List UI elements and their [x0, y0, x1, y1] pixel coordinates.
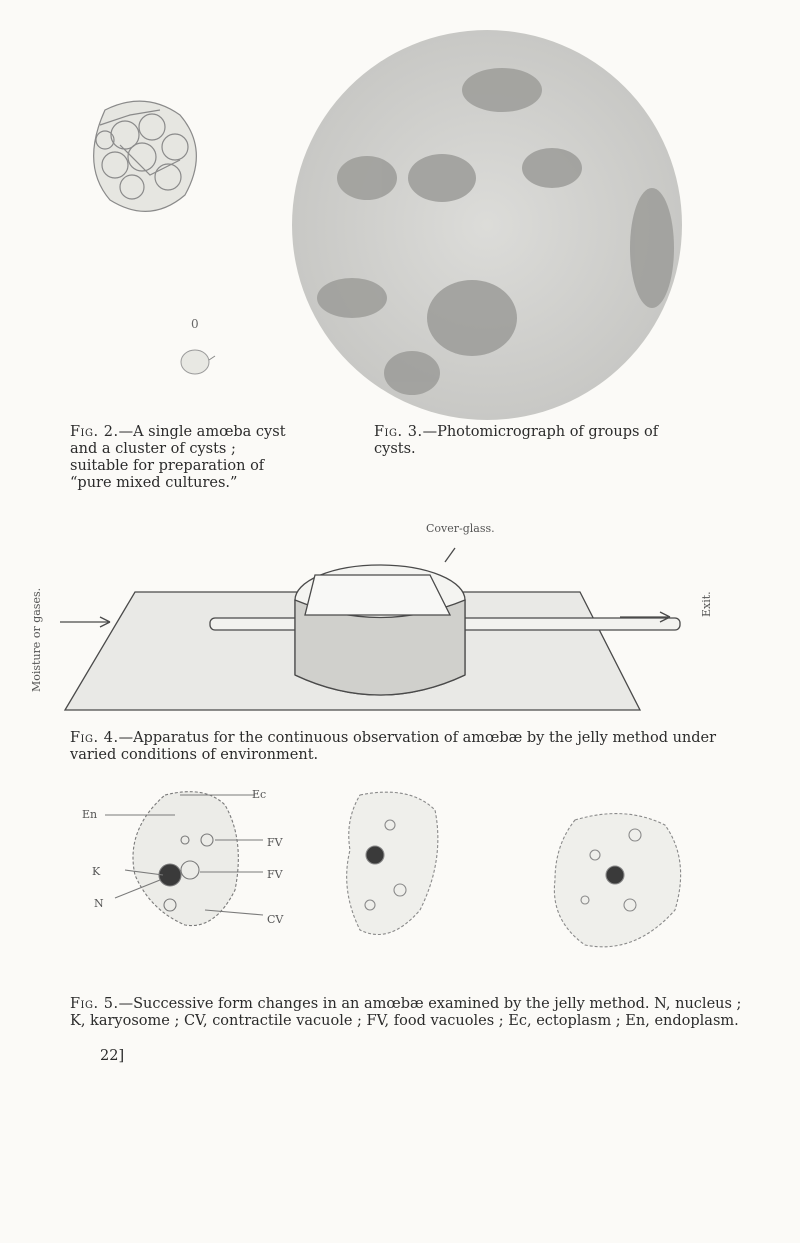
fig5-caption-text: —Successive form changes in an amœbæ examined by the jelly method. N, nucleus ; K, karyosome ; CV, contractile vacuole ; FV, food vacuoles ; Ec, ectoplasm ; En, endoplasm.	[70, 996, 742, 1029]
fig5-amoeba-drawing-3	[535, 800, 695, 965]
fig4-caption-text: —Apparatus for the continuous observation of amœbæ by the jelly method under varied conditions of environment.	[70, 730, 717, 763]
fig3-caption-text: —Photomicrograph of groups of cysts.	[374, 424, 659, 457]
fig2-caption-text: —A single amœba cyst and a cluster of cysts ; suitable for preparation of “pure mixed cultures.”	[70, 424, 286, 491]
fig5-amoeba-drawing-1	[95, 780, 295, 955]
fig5-label-en: En	[82, 808, 98, 821]
fig5-label-k: K	[92, 865, 101, 878]
fig5-label-cv: CV	[267, 913, 284, 926]
fig2-cyst-cluster-drawing	[70, 85, 220, 235]
svg-text:0: 0	[191, 317, 199, 331]
fig4-exit-label: Exit.	[700, 591, 713, 617]
fig2-caption-label: Fig. 2.	[70, 424, 119, 440]
fig3-caption	[374, 424, 694, 458]
fig5-label-fv2: FV	[267, 868, 283, 881]
fig5-label-n: N	[94, 897, 104, 910]
fig4-apparatus-drawing	[60, 540, 700, 720]
page-number: 22]	[100, 1048, 125, 1064]
fig4-cover-glass-label: Cover-glass.	[426, 522, 495, 535]
fig4-caption-label: Fig. 4.	[70, 730, 119, 746]
fig5-label-ec: Ec	[252, 788, 267, 801]
fig5-amoeba-drawing-2	[330, 780, 460, 955]
fig4-caption	[70, 730, 730, 764]
fig3-caption-label: Fig. 3.	[374, 424, 423, 440]
fig2-single-cyst-drawing	[165, 310, 225, 390]
fig2-caption	[70, 424, 295, 492]
fig5-caption	[70, 996, 750, 1030]
fig5-caption-label: Fig. 5.	[70, 996, 119, 1012]
fig5-label-fv1: FV	[267, 836, 283, 849]
fig3-photomicrograph	[282, 28, 692, 423]
fig4-moisture-label: Moisture or gases.	[30, 587, 43, 692]
